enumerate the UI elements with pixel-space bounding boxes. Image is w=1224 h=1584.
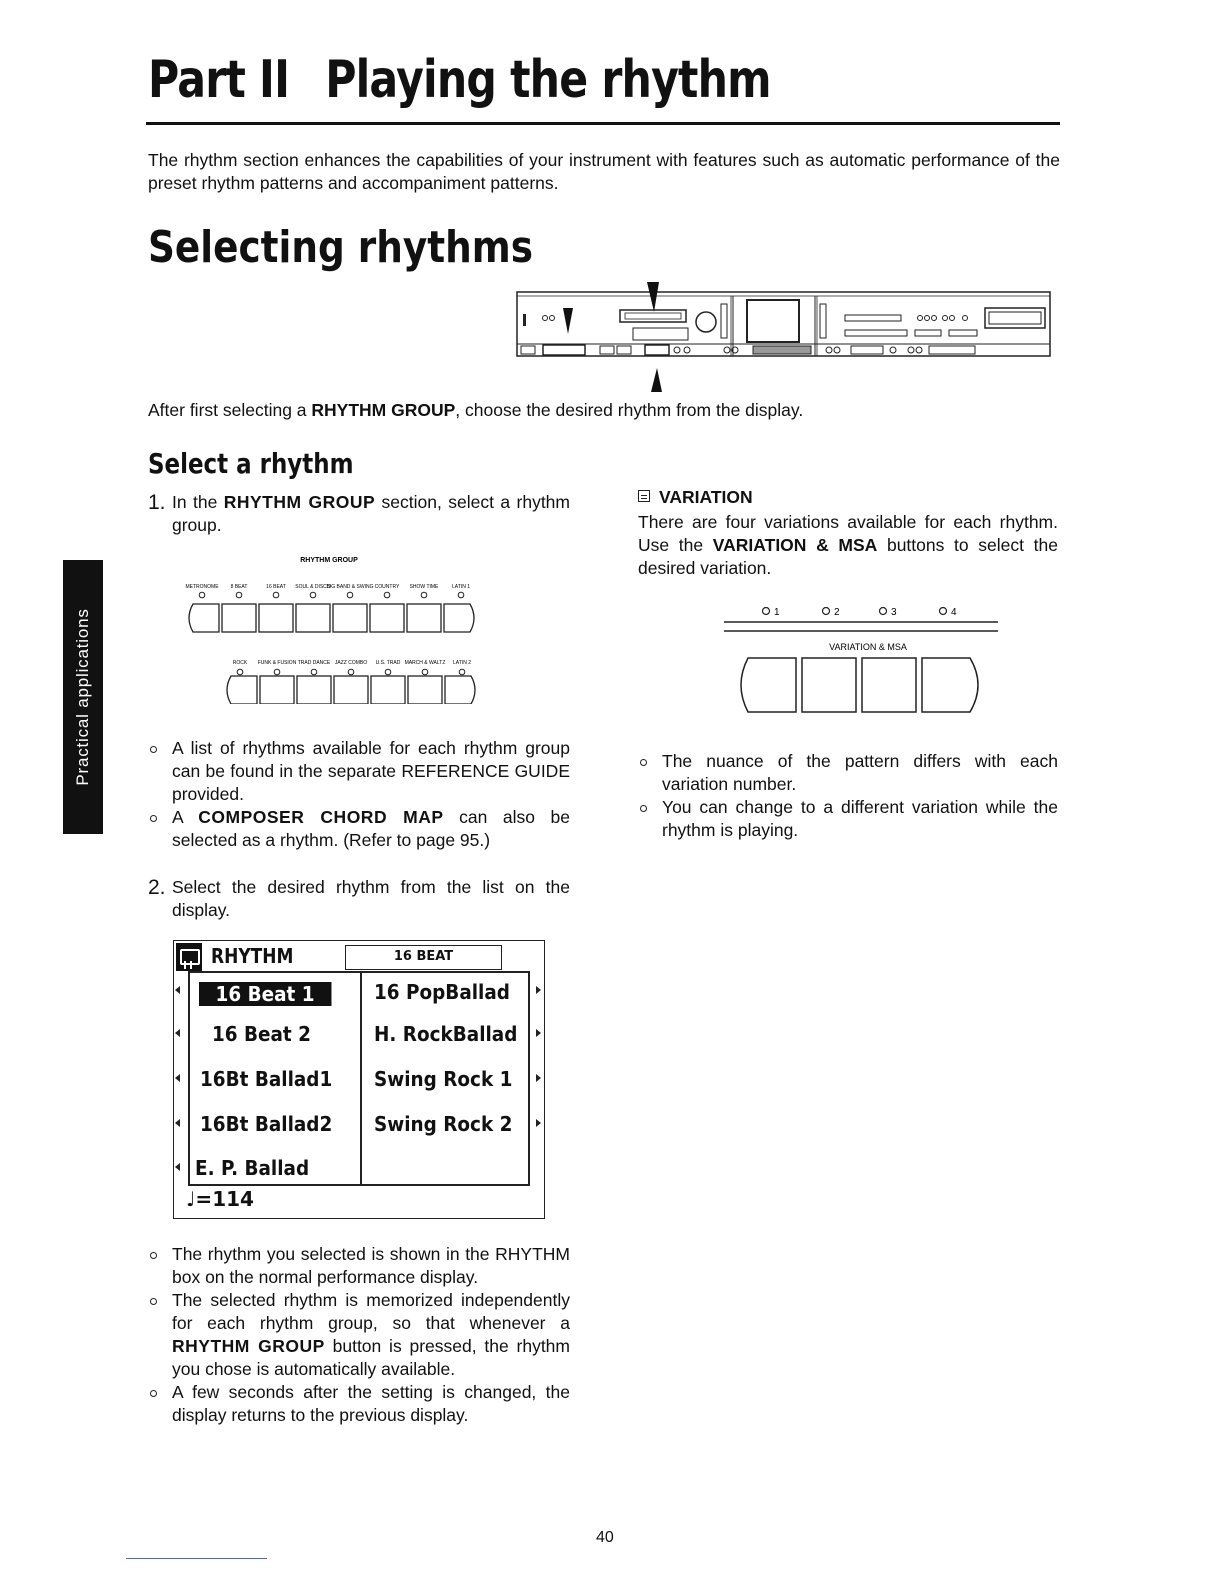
left-arrow-icon[interactable] [175, 1163, 180, 1171]
down-arrow-small-icon [563, 308, 573, 334]
part-label: Part II [148, 50, 290, 110]
rhythm-group-lamp [384, 592, 390, 598]
rhythm-group-button[interactable] [260, 676, 294, 704]
rhythm-group-label: BIG BAND & SWING [326, 584, 374, 590]
rhythm-group-panel [180, 552, 490, 704]
rhythm-group-lamp [236, 592, 242, 598]
rhythm-group-title: RHYTHM GROUP [300, 557, 358, 564]
display-label: RHYTHM [211, 944, 294, 968]
rhythm-group-label: SOUL & DISCO [295, 584, 331, 590]
variation-lamp-label: 4 [951, 607, 957, 618]
variation-lamp-label: 1 [774, 607, 780, 618]
control-panel-diagram [515, 282, 1055, 394]
step-1-text: In the RHYTHM GROUP section, select a rhythm group. [172, 492, 570, 535]
rhythm-group-label: METRONOME [185, 584, 219, 590]
footer-line [126, 1558, 267, 1559]
panel-icon [638, 490, 650, 502]
rhythm-group-lamp [421, 592, 427, 598]
step-2 [148, 876, 570, 922]
right-arrow-icon[interactable] [536, 1029, 541, 1037]
rhythm-group-button[interactable] [408, 676, 442, 704]
rhythm-item[interactable]: Swing Rock 1 [374, 1067, 513, 1091]
rhythm-group-label: FUNK & FUSION [257, 660, 297, 666]
rhythm-group-lamp [310, 592, 316, 598]
rhythm-group-label: U.S. TRAD [375, 660, 401, 666]
right-arrow-icon[interactable] [536, 1119, 541, 1127]
list-item: The nuance of the pattern differs with each variation number. [638, 750, 1058, 796]
variation-panel-label: VARIATION & MSA [829, 642, 907, 652]
rhythm-group-label: LATIN 2 [453, 660, 471, 666]
step-2-text: Select the desired rhythm from the list on the display. [172, 877, 570, 920]
list-item: A COMPOSER CHORD MAP can also be selected as a rhythm. (Refer to page 95.) [148, 806, 570, 852]
rhythm-group-lamp [385, 669, 391, 675]
rhythm-group-button[interactable] [334, 676, 368, 704]
rhythm-item[interactable]: 16Bt Ballad1 [200, 1067, 333, 1091]
step-2-bullets [148, 1243, 570, 1427]
rhythm-group-label: COUNTRY [374, 584, 400, 590]
variation-lamp-label: 3 [891, 607, 897, 618]
rhythm-group-label: ROCK [232, 660, 248, 666]
section-title: Selecting rhythms [148, 222, 533, 273]
list-divider [360, 973, 362, 1184]
rhythm-group-button[interactable] [296, 604, 330, 632]
side-tab-label: Practical applications [73, 608, 92, 786]
tempo-readout: ♩=114 [186, 1187, 254, 1211]
rhythm-list [188, 971, 530, 1186]
panel-variation-buttons [620, 310, 686, 322]
rhythm-item[interactable]: 16 Beat 2 [212, 1022, 311, 1046]
variation-button-3[interactable] [862, 658, 916, 712]
rhythm-group-button[interactable] [444, 604, 474, 632]
rhythm-group-lamp [347, 592, 353, 598]
page-title [148, 50, 771, 110]
rhythm-group-lamp [199, 592, 205, 598]
list-item: You can change to a different variation while the rhythm is playing. [638, 796, 1058, 842]
list-item: A few seconds after the setting is changed, the display returns to the previous display. [148, 1381, 570, 1427]
rhythm-group-lamp [422, 669, 428, 675]
left-arrow-icon[interactable] [175, 1119, 180, 1127]
rhythm-group-label: 16 BEAT [266, 584, 286, 590]
right-arrow-icon[interactable] [536, 986, 541, 994]
rhythm-item[interactable]: Swing Rock 2 [374, 1112, 513, 1136]
intro-paragraph: The rhythm section enhances the capabilities of your instrument with features such as automatic performance of the preset rhythm patterns and accompaniment patterns. [148, 150, 1060, 193]
variation-lamp-label: 2 [834, 607, 840, 618]
after-select-text: After first selecting a RHYTHM GROUP, choose the desired rhythm from the display. [148, 400, 804, 420]
page-number: 40 [596, 1529, 614, 1546]
rhythm-group-lamp [273, 592, 279, 598]
rhythm-item[interactable]: 16 PopBallad [374, 980, 510, 1004]
rhythm-group-button[interactable] [227, 676, 257, 704]
rhythm-group-lamp [459, 669, 465, 675]
rhythm-item[interactable]: 16Bt Ballad2 [200, 1112, 333, 1136]
rhythm-group-button[interactable] [222, 604, 256, 632]
rhythm-group-box: 16 BEAT [345, 945, 502, 970]
rhythm-group-button[interactable] [445, 676, 475, 704]
rhythm-group-label: 8 BEAT [230, 584, 248, 590]
rhythm-group-label: SHOW TIME [409, 584, 439, 590]
rhythm-group-button[interactable] [297, 676, 331, 704]
rhythm-item[interactable]: E. P. Ballad [195, 1156, 310, 1180]
rhythm-icon [176, 943, 202, 971]
list-item: The selected rhythm is memorized independently for each rhythm group, so that whenever a RHYTHM GROUP button is pressed, the rhythm you chose is automatically available. [148, 1289, 570, 1381]
rhythm-item-selected[interactable]: 16 Beat 1 [199, 982, 331, 1006]
rhythm-group-button[interactable] [333, 604, 367, 632]
variation-button-4[interactable] [922, 658, 978, 712]
rhythm-group-label: MARCH & WALTZ [404, 660, 446, 666]
rhythm-group-label: JAZZ COMBO [334, 660, 368, 666]
variation-bullets [638, 750, 1058, 842]
rhythm-group-lamp [274, 669, 280, 675]
rhythm-group-button[interactable] [407, 604, 441, 632]
rhythm-group-button[interactable] [259, 604, 293, 632]
side-tab [63, 560, 103, 834]
variation-button-2[interactable] [802, 658, 856, 712]
step-1-bullets [148, 737, 570, 852]
rhythm-group-label: TRAD DANCE [297, 660, 331, 666]
rhythm-group-button[interactable] [371, 676, 405, 704]
step-1 [148, 491, 570, 537]
right-arrow-icon[interactable] [536, 1074, 541, 1082]
step-2-number: 2. [148, 876, 166, 899]
rhythm-group-label: LATIN 1 [452, 584, 470, 590]
rhythm-group-button[interactable] [370, 604, 404, 632]
left-arrow-icon[interactable] [175, 1029, 180, 1037]
rhythm-group-button[interactable] [189, 604, 219, 632]
down-arrow-icon [647, 282, 659, 312]
part-title: Playing the rhythm [325, 50, 771, 110]
list-item: The rhythm you selected is shown in the RHYTHM box on the normal performance display. [148, 1243, 570, 1289]
rhythm-group-lamp [348, 669, 354, 675]
list-item: A list of rhythms available for each rhythm group can be found in the separate REFERENCE GUIDE provided. [148, 737, 570, 806]
up-arrow-icon [651, 368, 662, 392]
variation-heading: VARIATION [638, 487, 753, 508]
variation-text: There are four variations available for each rhythm. Use the VARIATION & MSA buttons to select the desired variation. [638, 512, 1058, 578]
title-rule [146, 122, 1060, 125]
variation-button-1[interactable] [741, 658, 796, 712]
step-1-number: 1. [148, 491, 166, 514]
left-arrow-icon[interactable] [175, 986, 180, 994]
rhythm-group-lamp [237, 669, 243, 675]
rhythm-group-lamp [311, 669, 317, 675]
variation-panel [720, 600, 1010, 720]
subsection-title: Select a rhythm [148, 447, 354, 480]
left-arrow-icon[interactable] [175, 1074, 180, 1082]
rhythm-item[interactable]: H. RockBallad [374, 1022, 518, 1046]
rhythm-group-lamp [458, 592, 464, 598]
rhythm-display [173, 940, 545, 1219]
panel-rhythm-group-buttons [543, 345, 585, 355]
